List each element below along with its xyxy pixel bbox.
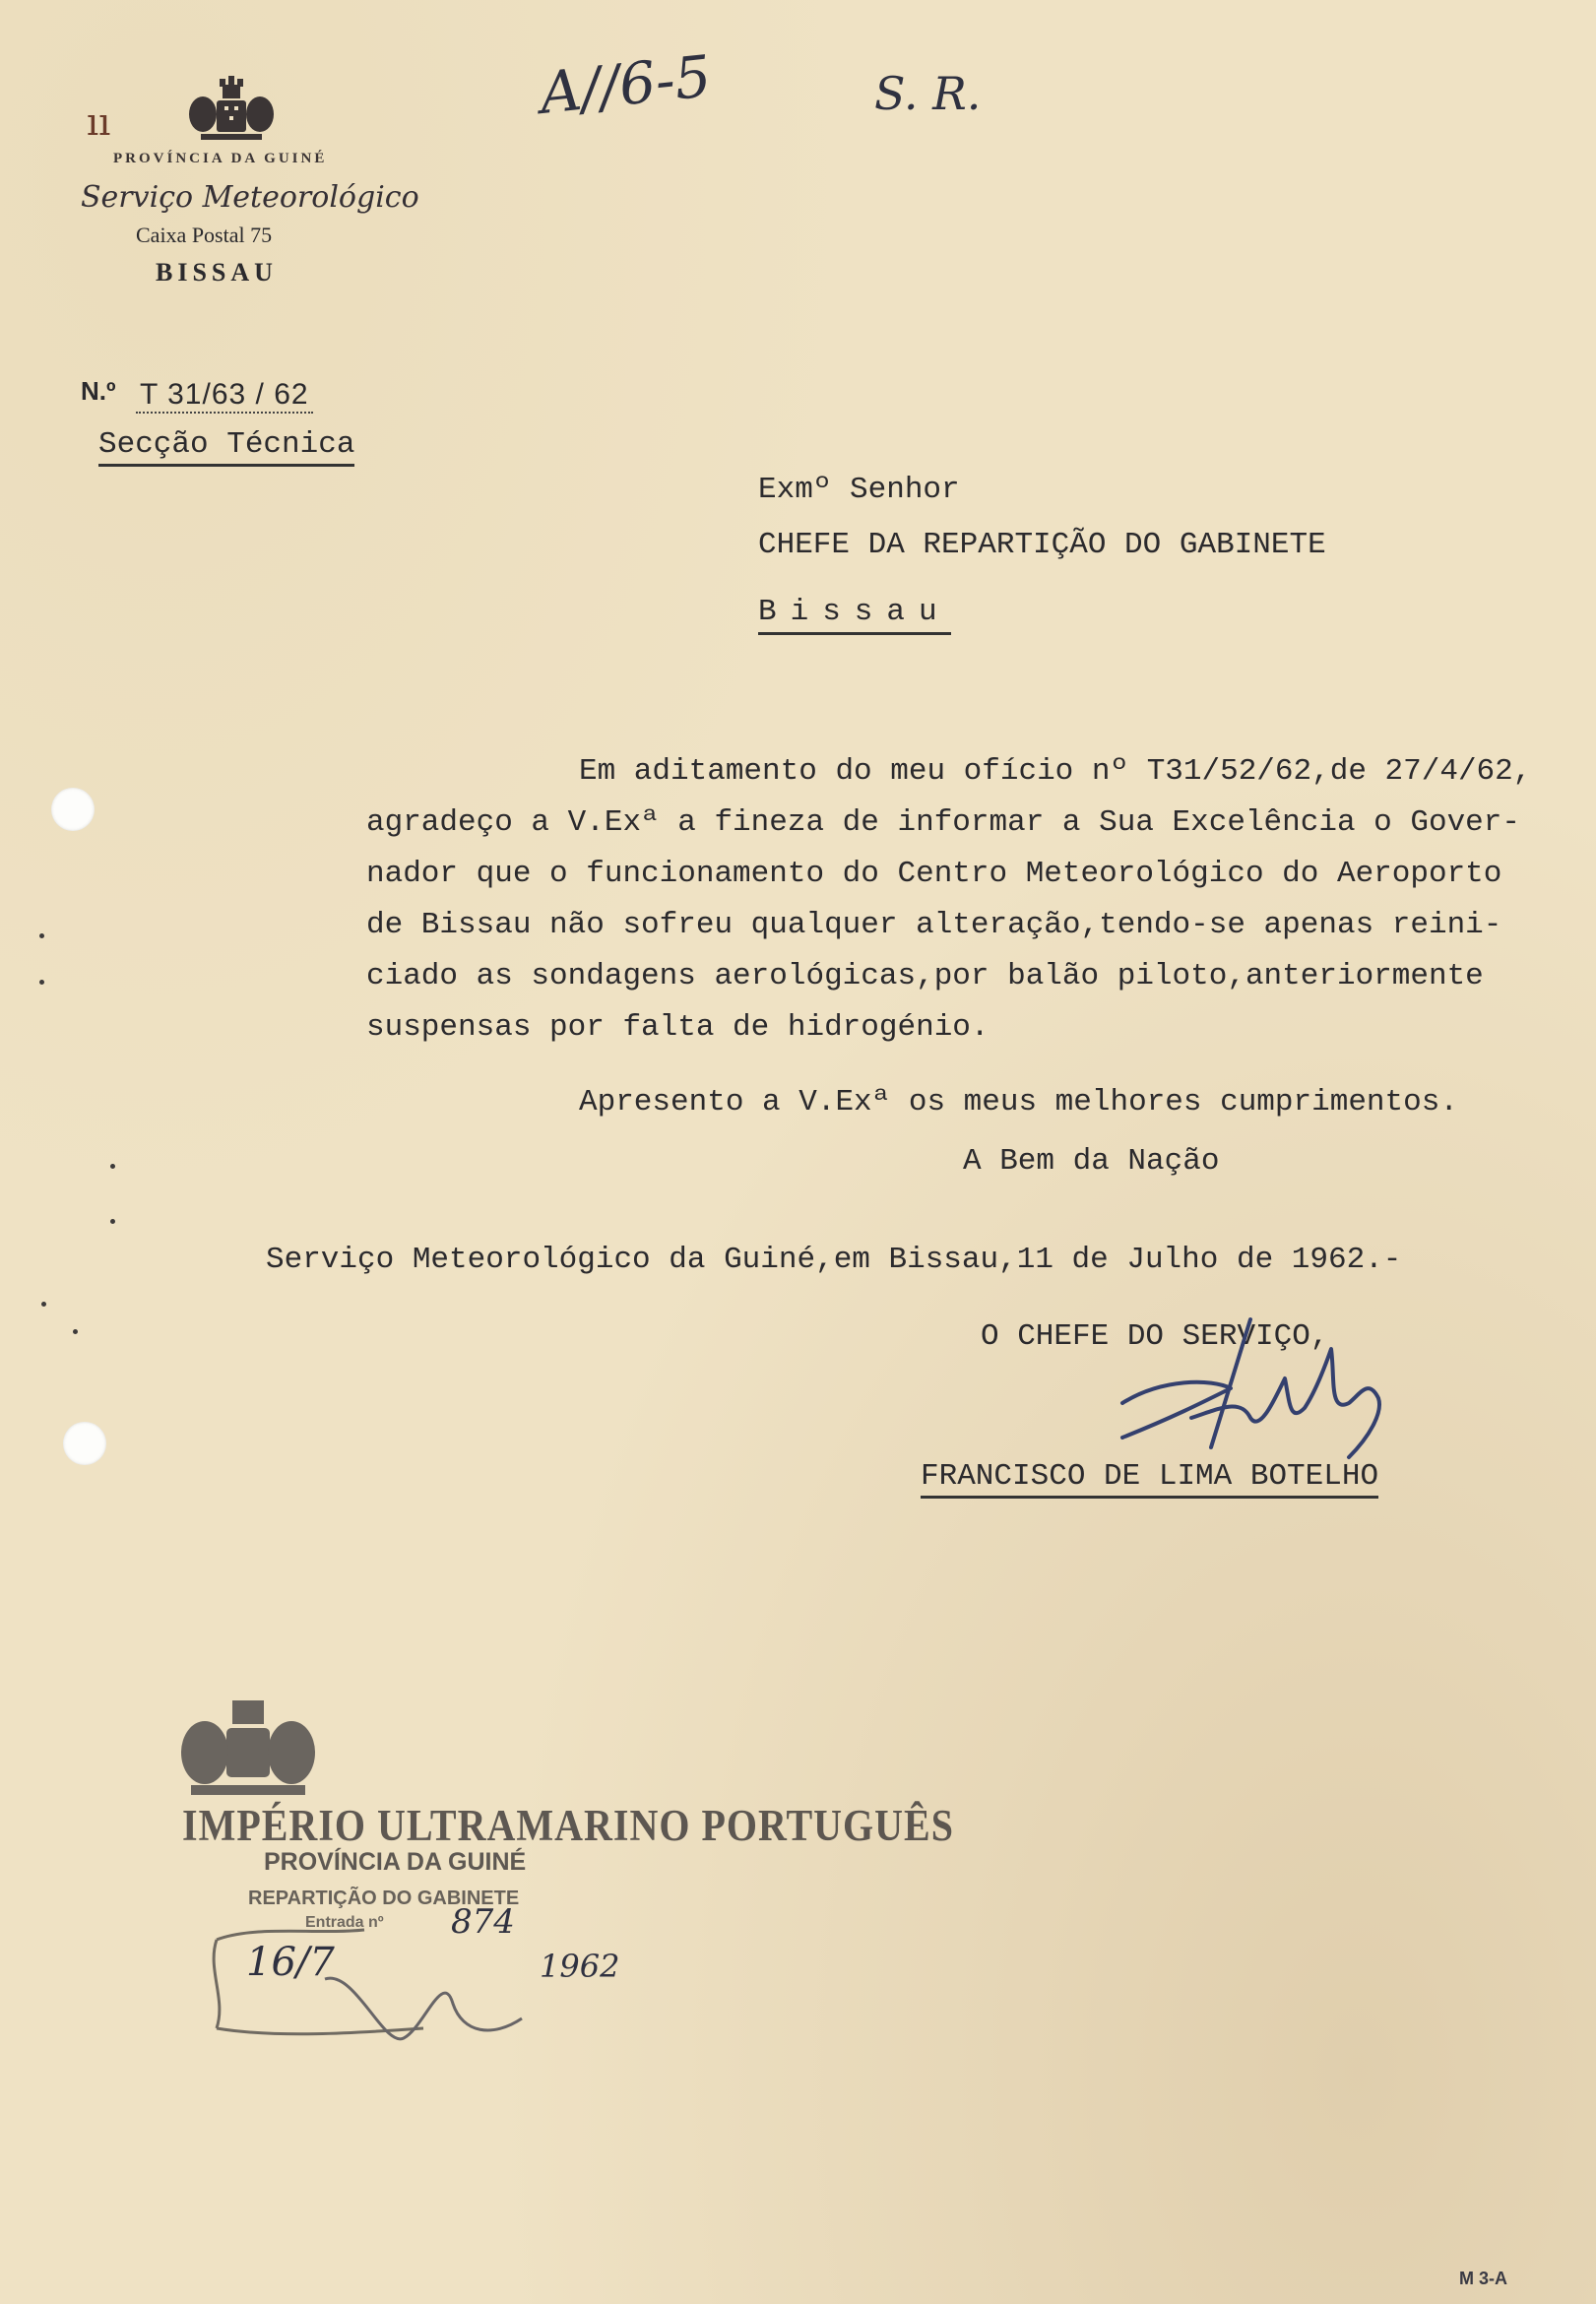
speck: [110, 1164, 115, 1169]
letterhead-mark: ıı: [87, 100, 111, 144]
body-line: de Bissau não sofreu qualquer alteração,tendo-se apenas reini-: [366, 908, 1502, 942]
punch-hole-bottom: [63, 1422, 106, 1465]
section-name: Secção Técnica: [98, 427, 354, 467]
form-code: M 3-A: [1459, 2269, 1507, 2288]
handwritten-signature: [1103, 1310, 1398, 1477]
body-line: Em aditamento do meu ofício nº T31/52/62,de 27/4/62,: [579, 754, 1532, 789]
signer-title: O CHEFE DO SERVIÇO,: [981, 1319, 1329, 1354]
dateline: Serviço Meteorológico da Guiné,em Bissau,11 de Julho de 1962.-: [266, 1243, 1402, 1277]
body-line: agradeço a V.Exª a fineza de informar a Sua Excelência o Gover-: [366, 805, 1520, 840]
stamp-entry-number: 874: [451, 1902, 515, 1942]
closing-motto: A Bem da Nação: [963, 1144, 1220, 1179]
letterhead-service: Serviço Meteorológico: [81, 180, 419, 215]
closing-greeting: Apresento a V.Exª os meus melhores cumprimentos.: [579, 1085, 1458, 1120]
reference-number: T 31/63 / 62: [136, 378, 313, 414]
speck: [110, 1219, 115, 1224]
signer-name: FRANCISCO DE LIMA BOTELHO: [921, 1459, 1378, 1499]
body-line: suspensas por falta de hidrogénio.: [366, 1010, 990, 1045]
speck: [41, 1302, 46, 1307]
reference-number-label: N.º: [81, 376, 116, 406]
stamp-entry-label: Entrada nº: [305, 1914, 384, 1931]
speck: [73, 1329, 78, 1334]
stamp-department: REPARTIÇÃO DO GABINETE: [248, 1888, 520, 1909]
stamp-year: 1962: [540, 1948, 620, 1985]
stamp-empire: IMPÉRIO ULTRAMARINO PORTUGUÊS: [182, 1799, 954, 1851]
handwritten-sr: S. R.: [874, 67, 982, 120]
stamp-scribble: [197, 1910, 551, 2058]
speck: [39, 933, 44, 938]
coat-of-arms-icon: [187, 71, 276, 150]
letterhead-address: Caixa Postal 75: [136, 223, 273, 247]
recipient: CHEFE DA REPARTIÇÃO DO GABINETE: [758, 528, 1326, 562]
letterhead-province: PROVÍNCIA DA GUINÉ: [113, 151, 328, 166]
stamp-date: 16/7: [246, 1940, 335, 1985]
body-line: ciado as sondagens aerológicas,por balão piloto,anteriormente: [366, 959, 1484, 993]
stamp-coat-of-arms-icon: [167, 1679, 325, 1817]
punch-hole-top: [51, 788, 95, 831]
handwritten-annotation: A//6-5: [536, 42, 715, 127]
speck: [39, 980, 44, 985]
salutation: Exmº Senhor: [758, 473, 960, 507]
recipient-city: Bissau: [758, 595, 951, 635]
body-line: nador que o funcionamento do Centro Meteorológico do Aeroporto: [366, 857, 1502, 891]
letterhead-city: BISSAU: [156, 258, 278, 287]
stamp-province: PROVÍNCIA DA GUINÉ: [264, 1848, 527, 1876]
